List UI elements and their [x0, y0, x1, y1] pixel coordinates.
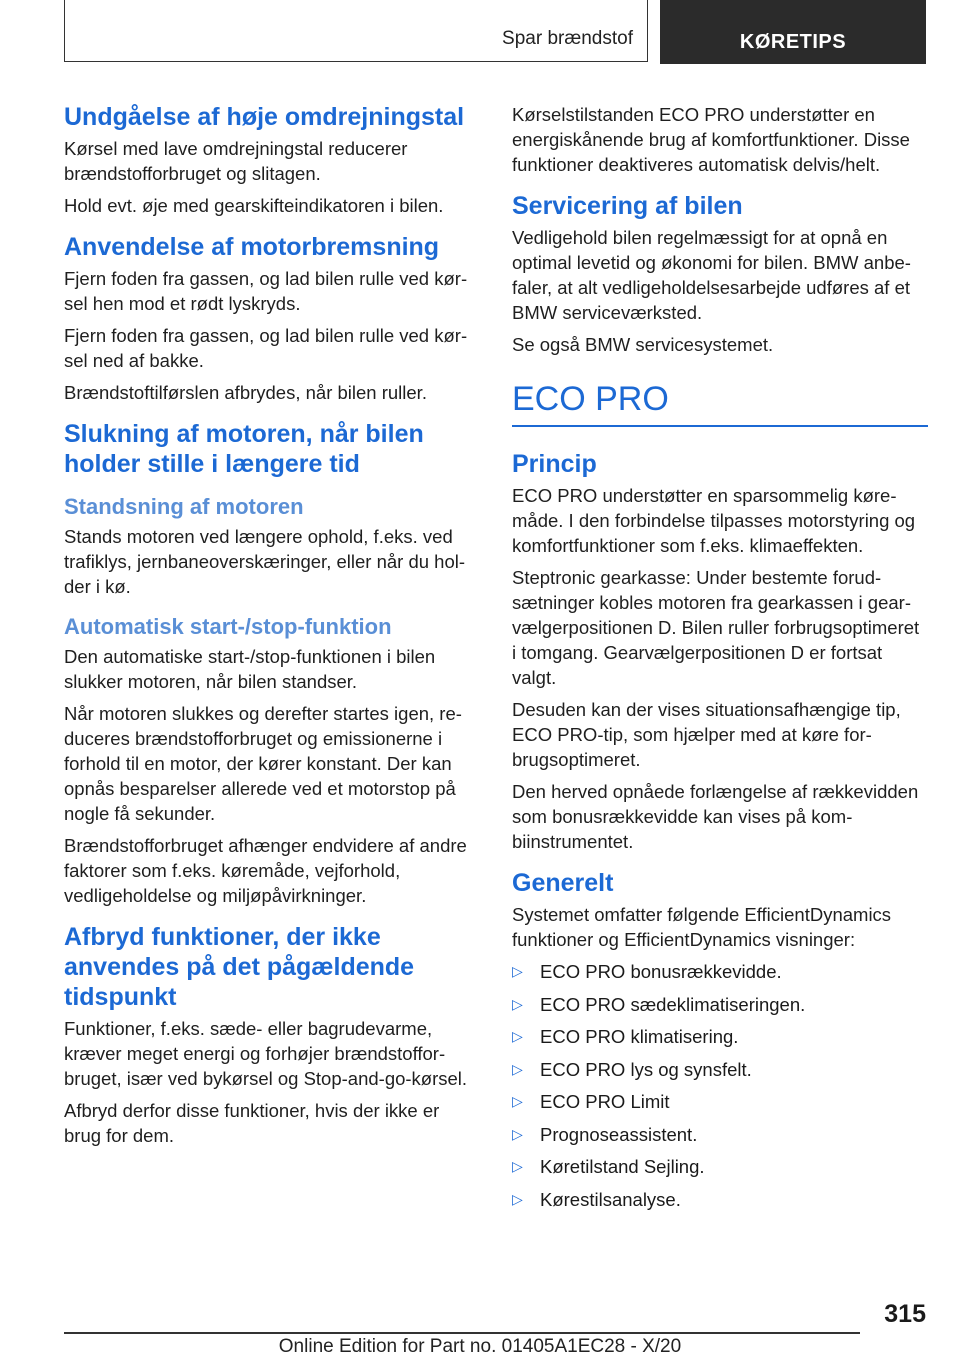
triangle-bullet-icon: ▷ — [512, 1190, 523, 1207]
list-item-text: ECO PRO sædeklimatiseringen. — [540, 993, 806, 1015]
footer-divider — [64, 1332, 860, 1334]
section-heading: Slukning af motoren, når bilen holder stille i længere tid — [64, 420, 424, 478]
bullet-list — [512, 959, 928, 1212]
paragraph: Kørselstilstanden ECO PRO understøtter en energiskånende brug af komfortfunktioner. Disse funktioner deaktiveres automatisk delvis/helt. — [512, 104, 910, 175]
paragraph: Fjern foden fra gassen, og lad bilen rulle ved kørsel ned af bakke. — [64, 325, 468, 371]
footer-edition-text: Online Edition for Part no. 01405A1EC28 - X/20 — [278, 1336, 682, 1357]
paragraph: Steptronic gearkasse: Under bestemte forudsætninger kobles motoren fra gearkassen i gearvælgerpositionen D. Bilen ruller forbrugsoptimeret i tomgang. Gearvælgerpositionen D er fortsat valgt. — [512, 567, 920, 688]
triangle-bullet-icon: ▷ — [512, 1158, 523, 1174]
list-item — [512, 1057, 928, 1082]
paragraph: Desuden kan der vises situationsafhængige tip, ECO PRO-tip, som hjælper med at køre forbrugsoptimeret. — [512, 699, 901, 770]
paragraph: Vedligehold bilen regelmæssigt for at opnå en optimal levetid og økonomi for bilen. BMW anbefaler, at alt vedligeholdelsesarbejde udføres af et BMW serviceværksted. — [512, 227, 911, 323]
paragraph: Systemet omfatter følgende EfficientDynamics funktioner og EfficientDynamics visninger: — [512, 904, 892, 950]
subsection-heading: Automatisk start-/stop-funktion — [64, 614, 392, 639]
list-item-text: Køretilstand Sejling. — [540, 1156, 705, 1177]
list-item — [512, 1089, 928, 1114]
chapter-tab: KØRETIPS — [660, 0, 926, 64]
paragraph: Brændstofforbruget afhænger endvidere af andre faktorer som f.eks. køremåde, vejforhold, vedligeholdelse og miljøpåvirkninger. — [64, 835, 467, 906]
paragraph: Afbryd derfor disse funktioner, hvis der ikke er brug for dem. — [64, 1100, 440, 1146]
paragraph: Den automatiske start-/stop-funktionen i bilen slukker motoren, når bilen standser. — [64, 646, 436, 692]
list-item-text: Prognoseassistent. — [540, 1123, 698, 1145]
list-item-text: ECO PRO Limit — [540, 1091, 670, 1112]
left-column — [64, 102, 476, 1155]
page-header — [64, 0, 926, 64]
section-heading: Undgåelse af høje omdrejningstal — [64, 103, 465, 131]
paragraph: Den herved opnåede forlængelse af rækkevidden som bonusrækkevidde kan vises på kombiinstrumentet. — [512, 781, 919, 852]
subsection-heading: Standsning af motoren — [64, 494, 304, 519]
list-item — [512, 1154, 928, 1179]
list-item-text: ECO PRO lys og synsfelt. — [540, 1058, 752, 1080]
list-item — [512, 992, 928, 1017]
paragraph: Brændstoftilførslen afbrydes, når bilen ruller. — [64, 382, 427, 403]
section-heading: Princip — [512, 450, 597, 478]
right-column — [512, 102, 928, 1219]
triangle-bullet-icon: ▷ — [512, 1060, 523, 1077]
list-item-text: ECO PRO klimatisering. — [540, 1026, 739, 1047]
triangle-bullet-icon: ▷ — [512, 1028, 523, 1044]
section-heading: Afbryd funktioner, der ikke anvendes på det pågældende tidspunkt — [64, 923, 415, 1011]
list-item — [512, 1187, 928, 1212]
page-number: 315 — [884, 1300, 926, 1328]
list-item-text: Kørestilsanalyse. — [540, 1188, 681, 1210]
paragraph: Stands motoren ved længere ophold, f.eks. ved trafiklys, jernbaneoverskæringer, eller når du holder i kø. — [64, 526, 466, 597]
triangle-bullet-icon: ▷ — [512, 995, 523, 1012]
paragraph: ECO PRO understøtter en sparsommelig køremåde. I den forbindelse tilpasses motorstyring og komfortfunktioner som f.eks. klimaeffekten. — [512, 485, 916, 556]
section-heading: Anvendelse af motorbremsning — [64, 233, 440, 261]
section-title: Spar brændstof — [64, 0, 648, 62]
paragraph: Fjern foden fra gassen, og lad bilen rulle ved kørsel hen mod et rødt lyskryds. — [64, 268, 468, 314]
chapter-heading: ECO PRO — [512, 379, 928, 427]
list-item — [512, 959, 928, 984]
list-item-text: ECO PRO bonusrækkevidde. — [540, 961, 782, 982]
paragraph: Funktioner, f.eks. sæde- eller bagrudevarme, kræver meget energi og forhøjer brændstofforbruget, især ved bykørsel og Stop-and-go-kørsel. — [64, 1018, 468, 1089]
triangle-bullet-icon: ▷ — [512, 1125, 523, 1142]
triangle-bullet-icon: ▷ — [512, 963, 523, 979]
list-item — [512, 1024, 928, 1049]
paragraph: Kørsel med lave omdrejningstal reducerer brændstofforbruget og slitagen. — [64, 138, 408, 184]
section-heading: Servicering af bilen — [512, 192, 743, 220]
section-heading: Generelt — [512, 869, 614, 897]
paragraph: Hold evt. øje med gearskifteindikatoren i bilen. — [64, 195, 444, 216]
paragraph: Når motoren slukkes og derefter startes igen, reduceres brændstofforbruget og emissionerne i forhold til en motor, der kører konstant. Der kan opnås besparelser allerede ved et motorstop på nogle få sekunder. — [64, 703, 462, 824]
triangle-bullet-icon: ▷ — [512, 1093, 523, 1109]
paragraph: Se også BMW servicesystemet. — [512, 334, 774, 355]
list-item — [512, 1122, 928, 1147]
